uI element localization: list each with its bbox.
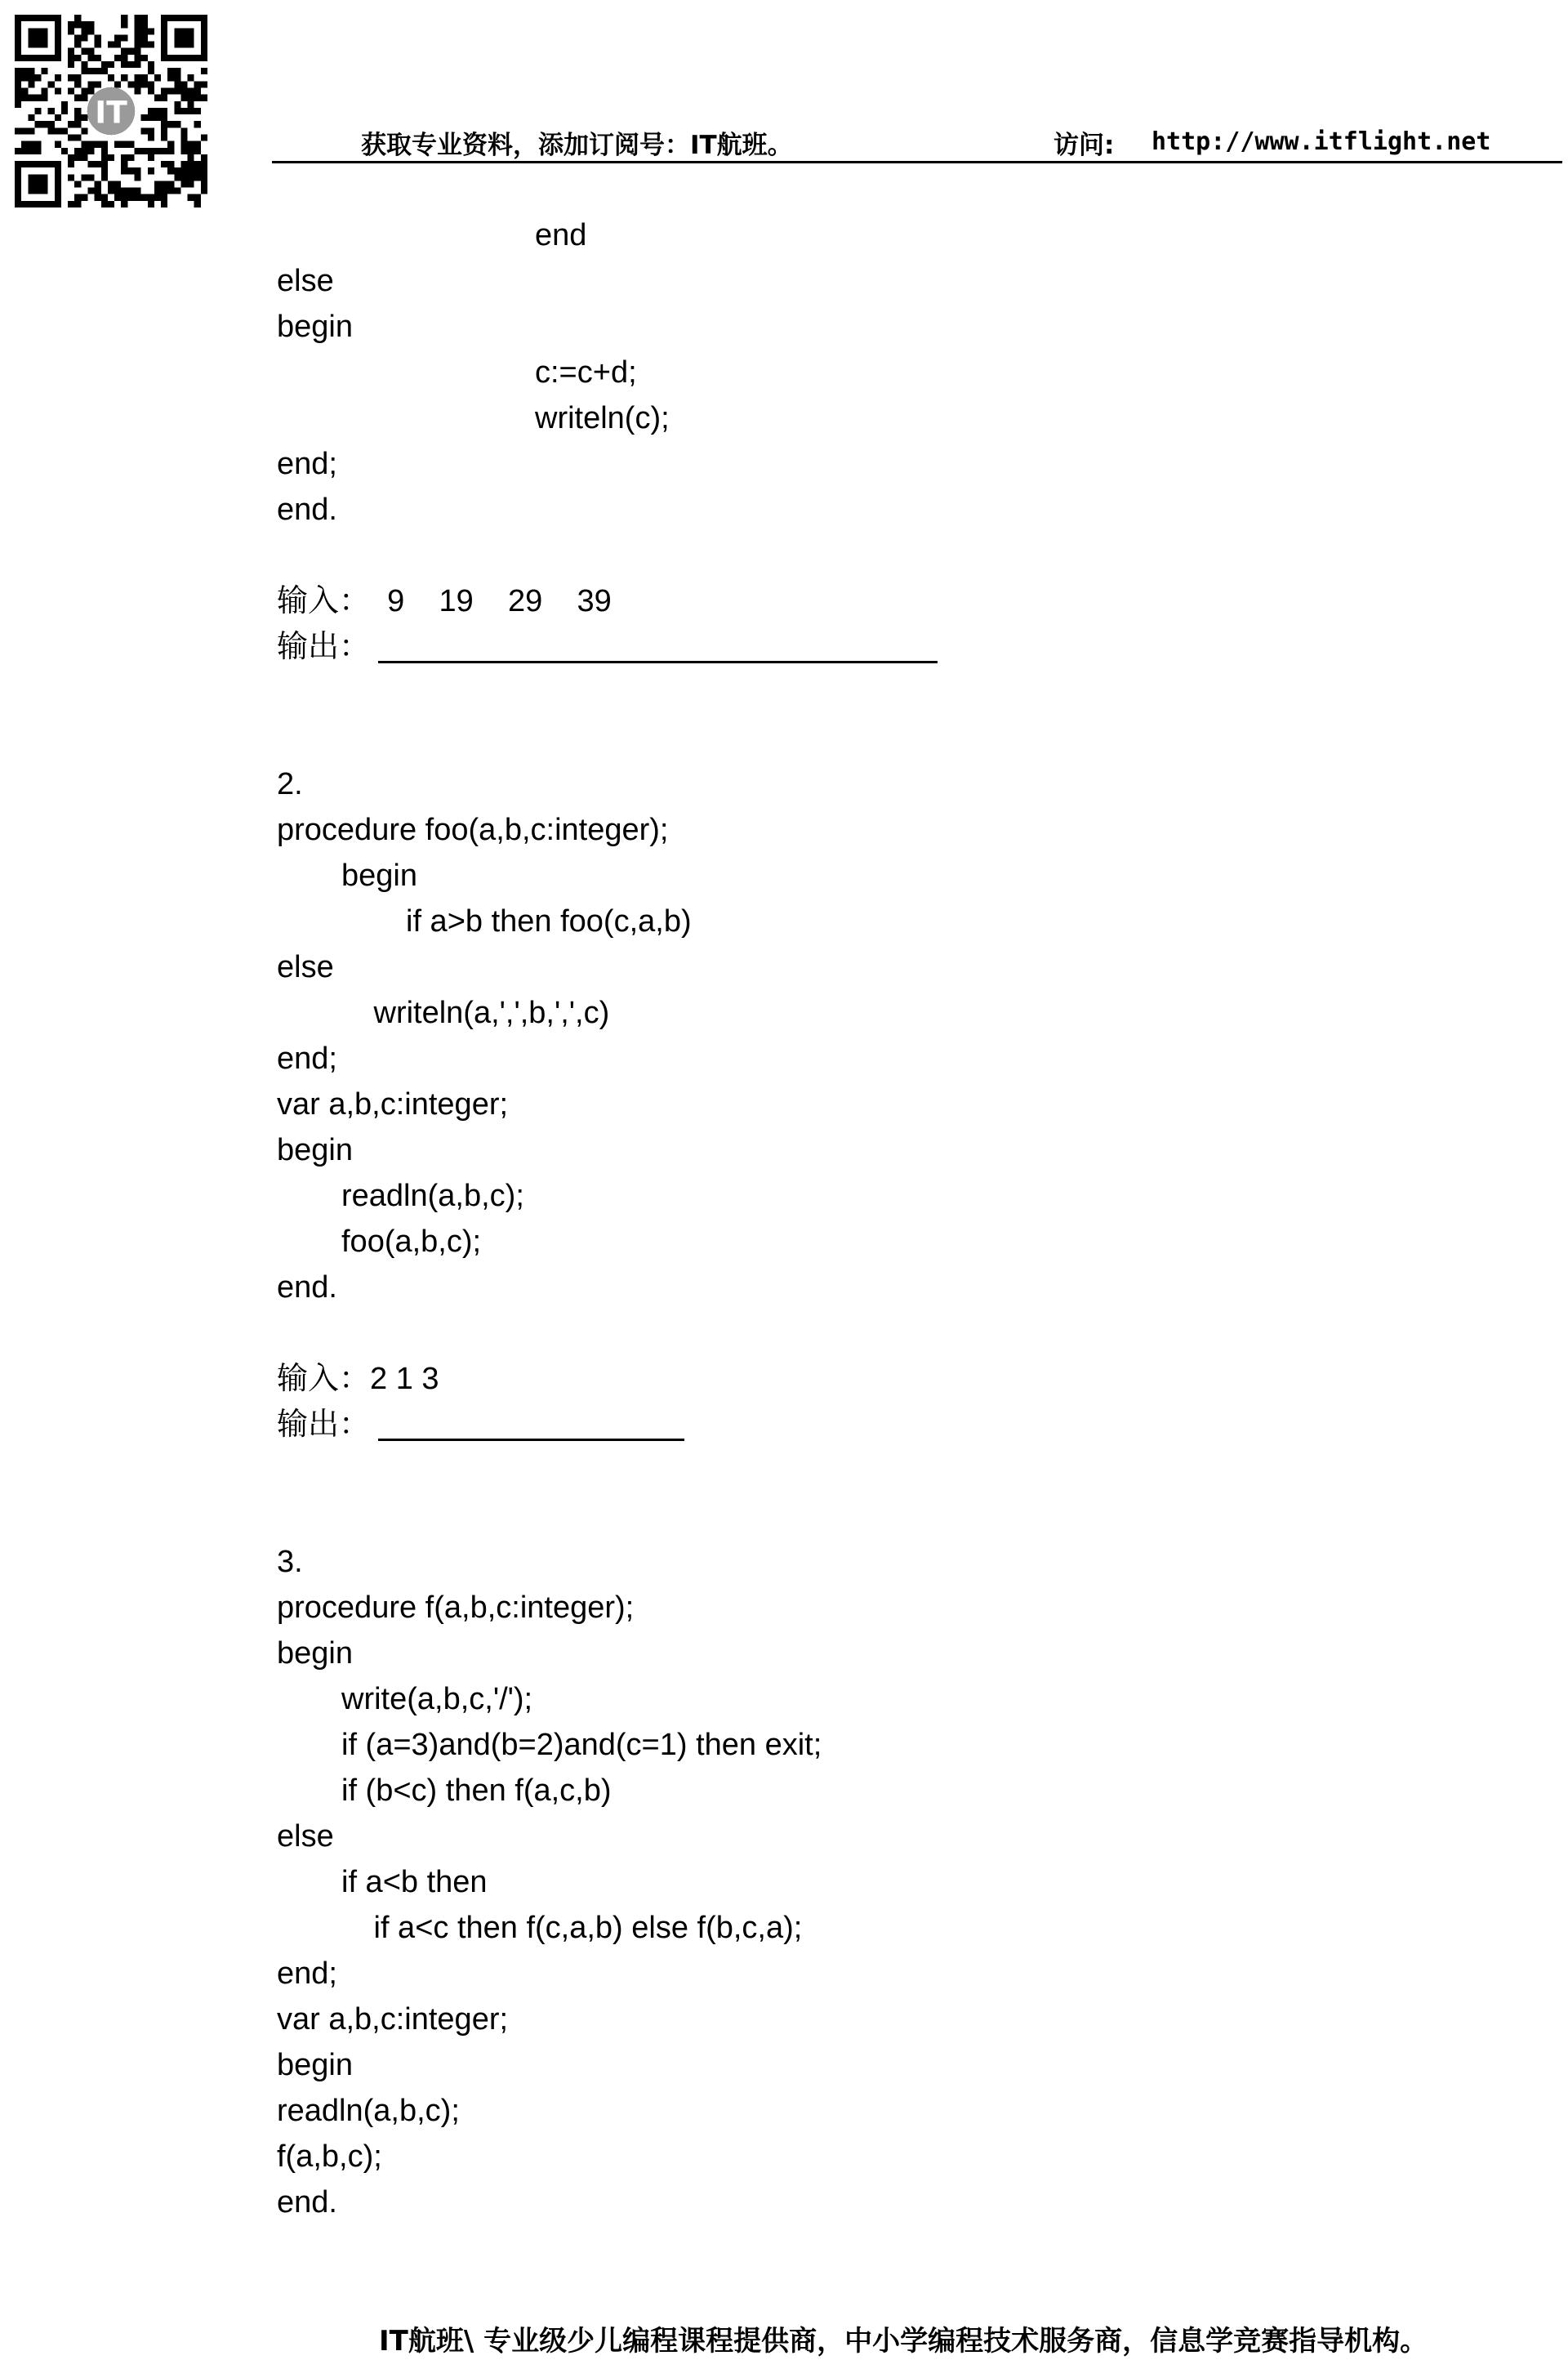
answer-line [277,1402,938,1448]
line-text: readln(a,b,c); [277,2094,460,2128]
line-text: end; [277,447,337,481]
line-text: end. [277,1270,337,1305]
answer-blank[interactable] [378,628,938,663]
line-text: 2. [277,767,303,801]
code-line [277,1127,938,1173]
line-text: if a<b then [341,1865,488,1899]
website-url[interactable]: http://www.itflight.net [1152,127,1491,156]
line-text: end. [277,493,337,527]
line-text: var a,b,c:integer; [277,1087,509,1122]
line-text: c:=c+d; [535,355,637,390]
code-line [277,1219,938,1265]
line-text: 输出： [277,630,371,664]
blank-line [277,1493,938,1539]
code-line [277,853,938,899]
code-line [277,899,938,944]
line-text: 输入：2 1 3 [277,1362,439,1396]
line-text: begin [277,1133,353,1167]
code-line [277,212,938,258]
header-divider [272,161,1562,163]
line-text: begin [277,2048,353,2082]
code-line [277,2088,938,2134]
code-line [277,350,938,395]
answer-line [277,624,938,670]
line-text: else [277,950,334,984]
code-line [277,487,938,533]
line-text: end; [277,1956,337,1991]
code-line [277,304,938,350]
line-text: procedure foo(a,b,c:integer); [277,813,669,847]
code-line [277,807,938,853]
line-text: else [277,1819,334,1854]
line-text: end. [277,2185,337,2220]
line-text: begin [341,859,417,893]
code-line [277,1082,938,1127]
line-text: 3. [277,1545,303,1579]
code-line [277,1173,938,1219]
code-line [277,1814,938,1859]
code-line [277,1859,938,1905]
code-listing [277,212,938,2225]
line-text: writeln(a,',',b,',',c) [373,996,610,1030]
qr-code-icon [15,15,207,207]
line-text: readln(a,b,c); [341,1179,524,1213]
blank-line [277,670,938,716]
code-line [277,1676,938,1722]
line-text: foo(a,b,c); [341,1225,482,1259]
code-line [277,1631,938,1676]
code-line [277,1996,938,2042]
answer-blank[interactable] [378,1406,684,1441]
blank-line [277,533,938,578]
line-text: write(a,b,c,'/'); [341,1682,533,1716]
code-line [277,2179,938,2225]
code-line [277,1356,938,1402]
line-text: if (a=3)and(b=2)and(c=1) then exit; [341,1728,822,1762]
line-text: if a<c then f(c,a,b) else f(b,c,a); [373,1911,803,1945]
code-line [277,1768,938,1814]
line-text: 输出： [277,1408,371,1442]
code-line [277,944,938,990]
blank-line [277,716,938,761]
subscribe-text: 获取专业资料，添加订阅号：IT航班。 [361,131,793,160]
code-line [277,1036,938,1082]
code-line [277,990,938,1036]
line-text: if a>b then foo(c,a,b) [406,904,692,939]
line-text: procedure f(a,b,c:integer); [277,1590,635,1625]
line-text: begin [277,310,353,344]
line-text: writeln(c); [535,401,670,435]
code-line [277,2042,938,2088]
line-text: end [535,218,587,252]
blank-line [277,1310,938,1356]
line-text: else [277,264,334,298]
code-line [277,1265,938,1310]
line-text: var a,b,c:integer; [277,2002,509,2037]
code-line [277,258,938,304]
line-text: if (b<c) then f(a,c,b) [341,1773,612,1808]
code-line [277,2134,938,2179]
blank-line [277,1448,938,1493]
code-line [277,441,938,487]
code-line [277,761,938,807]
line-text: end; [277,1042,337,1076]
code-line [277,1905,938,1951]
line-text: f(a,b,c); [277,2139,382,2174]
line-text: 输入： 9 19 29 39 [277,584,612,618]
code-line [277,395,938,441]
code-line [277,1951,938,1996]
footer-text: IT航班\ 专业级少儿编程课程提供商，中小学编程技术服务商，信息学竞赛指导机构。 [379,2325,1428,2358]
code-line [277,578,938,624]
code-line [277,1539,938,1585]
visit-label: 访问: [1054,131,1115,160]
code-line [277,1585,938,1631]
line-text: begin [277,1636,353,1671]
qr-logo-text: IT [95,94,127,131]
code-line [277,1722,938,1768]
